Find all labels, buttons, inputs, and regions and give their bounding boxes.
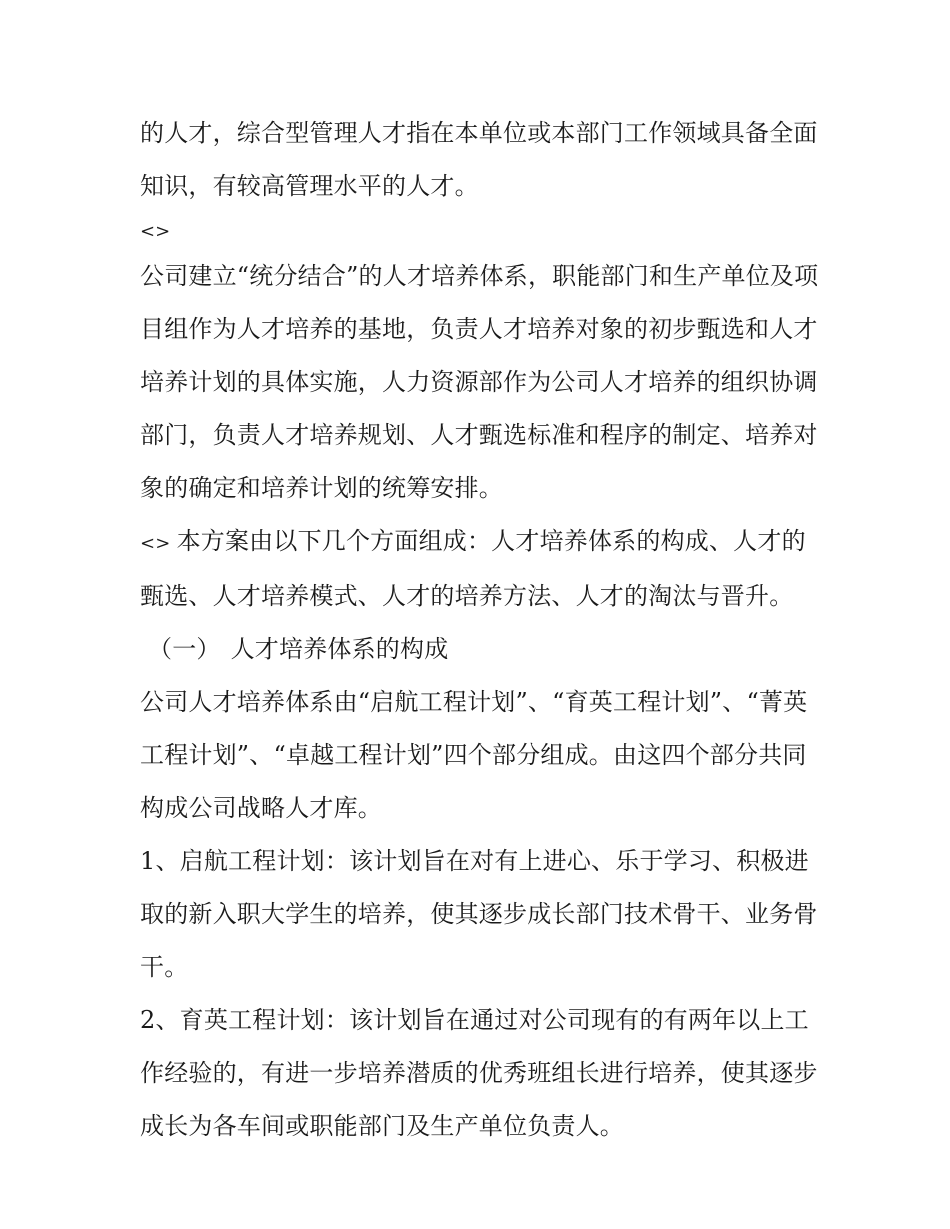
section-marker: <> (140, 533, 171, 554)
paragraph-intro-continuation: 的人才，综合型管理人才指在本单位或本部门工作领域具备全面知识，有较高管理水平的人才。 (140, 119, 818, 200)
paragraph-yuying-plan: 2、育英工程计划：该计划旨在通过对公司现有的有两年以上工作经验的，有进一步培养潜质的优秀班组长进行培养，使其逐步成长为各车间或职能部门及生产单位负责人。 (140, 1006, 818, 1140)
section-heading-text: 人才培养体系的构成 (230, 635, 449, 663)
paragraph-qihang-plan: 1、启航工程计划：该计划旨在对有上进心、乐于学习、积极进取的新入职大学生的培养，使其逐步成长部门技术骨干、业务骨干。 (140, 847, 818, 981)
section-marker: <> (140, 221, 171, 242)
plan-composition-text: 本方案由以下几个方面组成：人才培养体系的构成、人才的甄选、人才培养模式、人才的培养方法、人才的淘汰与晋升。 (140, 527, 806, 610)
paragraph-training-system: 公司建立“统分结合”的人才培养体系，职能部门和生产单位及项目组作为人才培养的基地，负责人才培养对象的初步甄选和人才培养计划的具体实施，人力资源部作为公司人才培养的组织协调部门，负责人才培养规划、人才甄选标准和程序的制定、培养对象的确定和培养计划的统筹安排。 (140, 262, 819, 502)
section-heading (148, 635, 448, 663)
paragraph-system-composition: 公司人才培养体系由“启航工程计划”、“育英工程计划”、“菁英工程计划”、“卓越工程计划”四个部分组成。由这四个部分共同构成公司战略人才库。 (140, 688, 808, 822)
paragraph-plan-composition (140, 515, 825, 676)
section-heading-number: （一） (148, 635, 221, 663)
